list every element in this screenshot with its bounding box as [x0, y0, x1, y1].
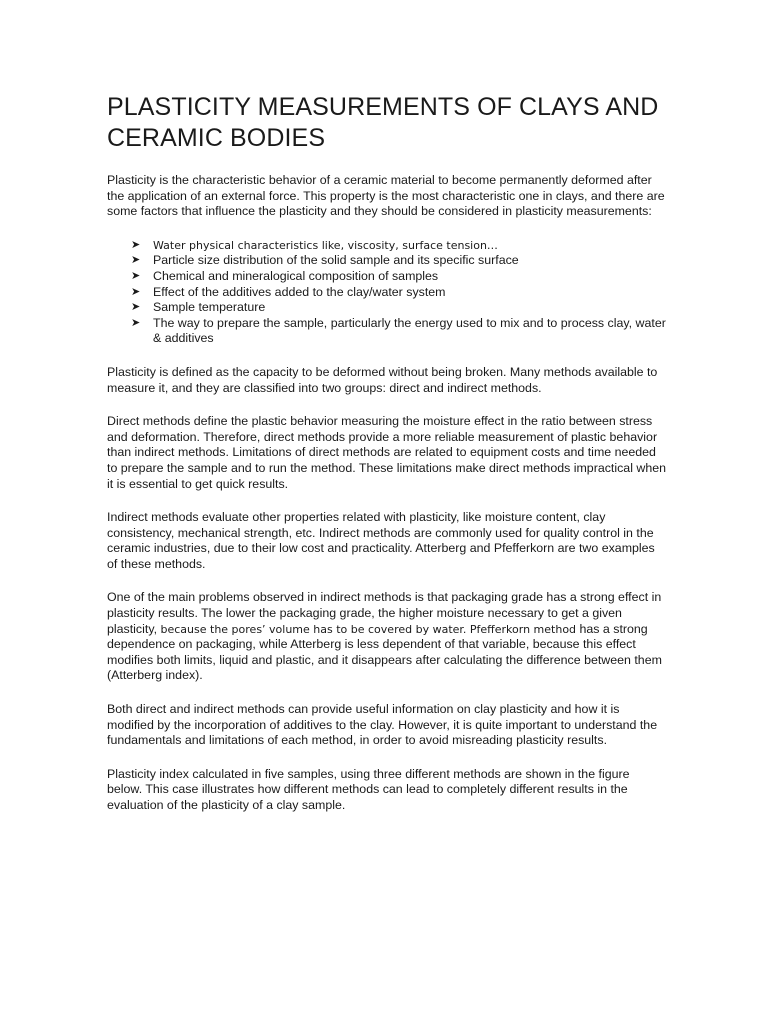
list-item: [107, 285, 667, 301]
list-item-text: Water physical characteristics like, viscosity, surface tension…: [153, 238, 498, 252]
list-item: [107, 316, 667, 347]
list-item-text: Effect of the additives added to the clay/water system: [153, 284, 446, 299]
both-methods-paragraph: Both direct and indirect methods can provide useful information on clay plasticity and how it is modified by the incorporation of additives to the clay. However, it is quite important to understand the fundamentals and limitations of each method, in order to avoid misreading plasticity results.: [107, 702, 658, 748]
problems-paragraph: [107, 590, 667, 684]
list-item: [107, 300, 667, 316]
arrowhead-bullet-icon: ➤: [131, 238, 141, 251]
list-item: [107, 253, 667, 269]
arrowhead-bullet-icon: ➤: [131, 254, 141, 267]
plasticity-index-paragraph: Plasticity index calculated in five samples, using three different methods are shown in the figure below. This case illustrates how different methods can lead to completely different results in the evaluation of the plasticity of a clay sample.: [107, 766, 630, 812]
factor-list: [107, 238, 667, 347]
arrowhead-bullet-icon: ➤: [131, 269, 141, 282]
list-item: [107, 269, 667, 285]
list-item: [107, 238, 667, 254]
document-page: [107, 92, 667, 832]
problems-text-part-1: One of the main problems observed in indirect methods is that packaging grade has a strong effect in plasticity results. The lower the packaging grade, the higher moisture necessary to get a given plasticity,: [107, 590, 662, 636]
list-item-text: Chemical and mineralogical composition of samples: [153, 268, 439, 283]
list-item-text: Particle size distribution of the solid sample and its specific surface: [153, 253, 519, 268]
arrowhead-bullet-icon: ➤: [131, 285, 141, 298]
list-item-text: Sample temperature: [153, 300, 266, 315]
intro-paragraph: Plasticity is the characteristic behavior of a ceramic material to become permanently deformed after the application of an external force. This property is the most characteristic one in clays, and there are some factors that influence the plasticity and they should be considered in plasticity measurements:: [107, 173, 665, 219]
direct-methods-paragraph: Direct methods define the plastic behavior measuring the moisture effect in the ratio between stress and deformation. Therefore, direct methods provide a more reliable measurement of plastic behavior than indirect methods. Limitations of direct methods are related to equipment costs and time needed to prepare the sample and to run the method. These limitations make direct methods impractical when it is essential to get quick results.: [107, 414, 667, 491]
problems-text-part-3: has a strong dependence on packaging, while Atterberg is less dependent of that variable, because this effect modifies both limits, liquid and plastic, and it disappears after calculating the difference between them (Atterberg index).: [107, 621, 662, 683]
list-item-text: The way to prepare the sample, particularly the energy used to mix and to process clay, water & additives: [153, 315, 666, 346]
arrowhead-bullet-icon: ➤: [131, 301, 141, 314]
document-title: PLASTICITY MEASUREMENTS OF CLAYS AND CERAMIC BODIES: [107, 93, 659, 152]
definition-paragraph: Plasticity is defined as the capacity to be deformed without being broken. Many methods available to measure it, and they are classified into two groups: direct and indirect methods.: [107, 364, 658, 395]
arrowhead-bullet-icon: ➤: [131, 316, 141, 329]
problems-text-part-2: because the pores’ volume has to be covered by water. Pfefferkorn method: [160, 622, 577, 636]
indirect-methods-paragraph: Indirect methods evaluate other properties related with plasticity, like moisture content, clay consistency, mechanical strength, etc. Indirect methods are commonly used for quality control in the ceramic industries, due to their low cost and practicality. Atterberg and Pfefferkorn are two examples of these methods.: [107, 510, 655, 571]
